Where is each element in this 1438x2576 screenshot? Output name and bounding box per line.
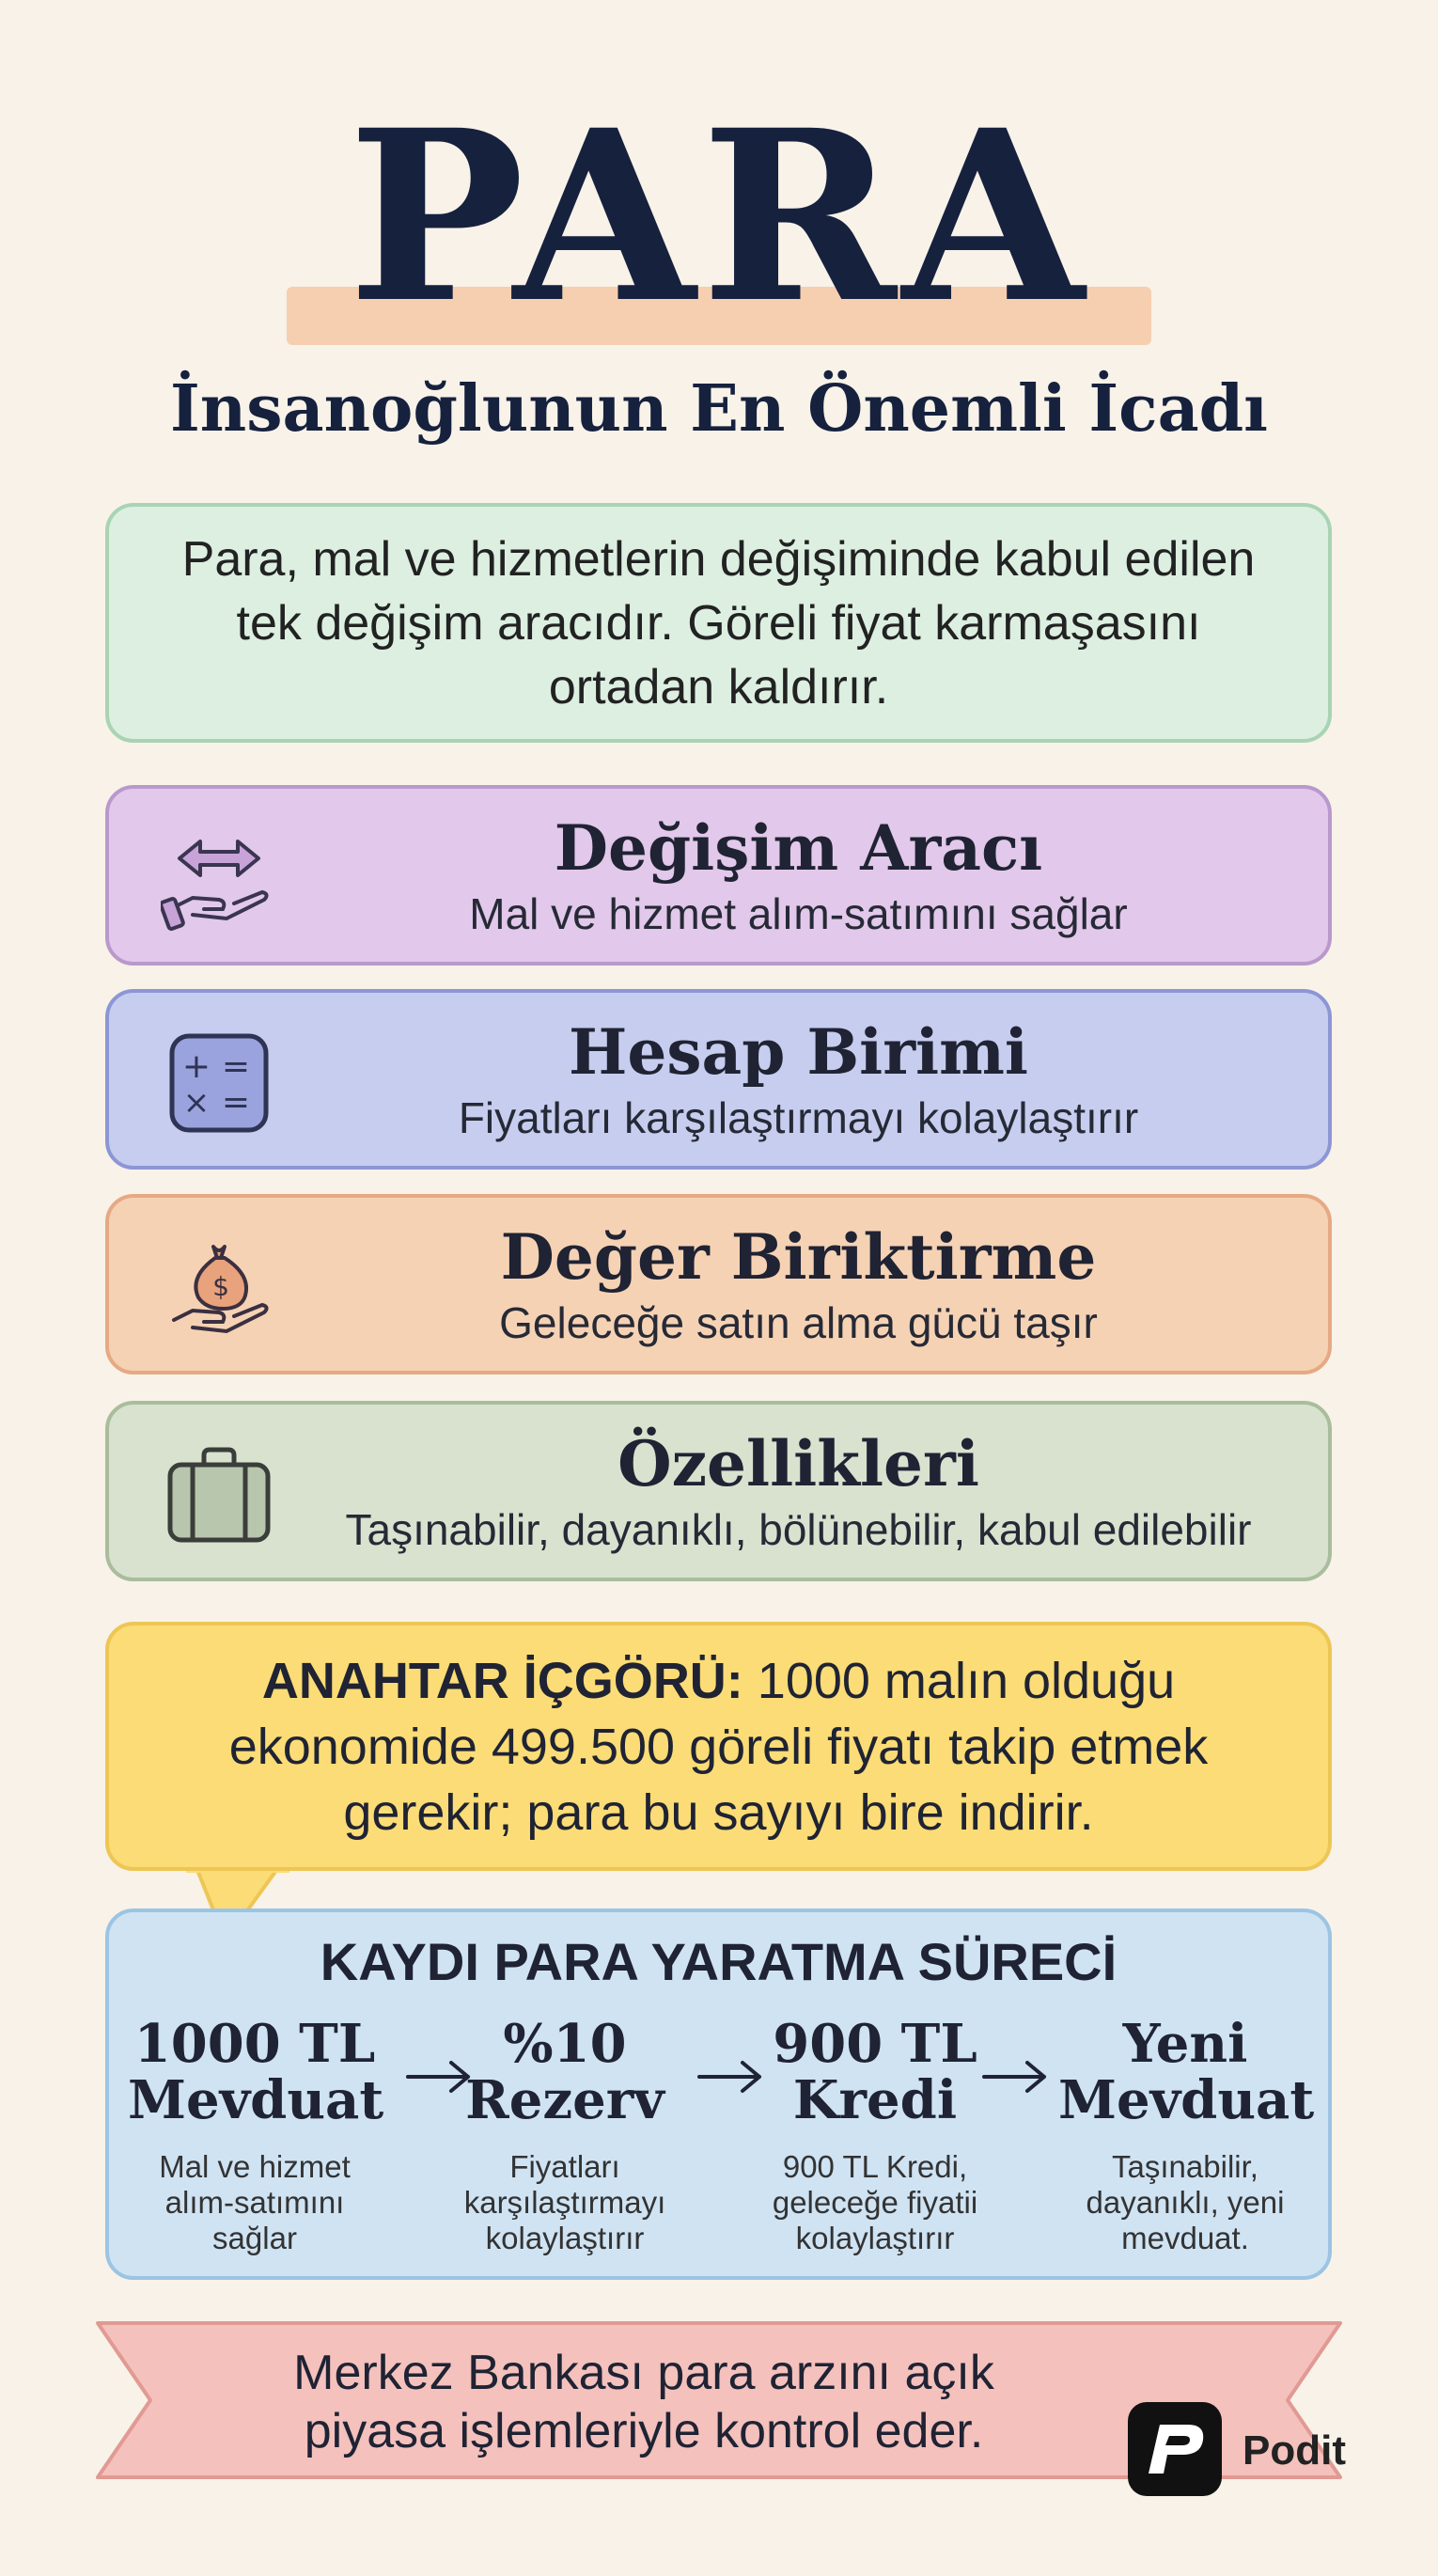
- step-heading-line1: 1000 TL: [133, 2013, 376, 2075]
- feature-description: Geleceğe satın alma gücü taşır: [499, 1298, 1098, 1347]
- step-heading-line1: 900 TL: [773, 2013, 977, 2075]
- step-description: Fiyatları karşılaştırmayı kolaylaştırır: [463, 2149, 666, 2255]
- step-description: Mal ve hizmet alım-satımını sağlar: [159, 2149, 351, 2255]
- arrow-right-icon: [978, 2053, 1054, 2100]
- brand-name: Podit: [1243, 2427, 1346, 2474]
- feature-text-store: [297, 1218, 1300, 1350]
- step-heading-line2: Kredi: [792, 2069, 958, 2131]
- svg-text:×: ×: [182, 1084, 211, 1122]
- step-heading-line1: %10: [503, 2013, 627, 2075]
- suitcase-icon: [161, 1437, 277, 1553]
- key-insight-label: ANAHTAR İÇGÖRÜ:: [261, 1652, 743, 1709]
- key-insight-card: [105, 1622, 1332, 1871]
- feature-description: Taşınabilir, dayanıklı, bölünebilir, kabul edilebilir: [345, 1505, 1252, 1554]
- svg-text:+: +: [181, 1047, 211, 1086]
- process-step-reserve: [438, 2013, 692, 2256]
- step-heading-line2: Rezerv: [465, 2069, 664, 2131]
- feature-text-properties: [297, 1425, 1300, 1557]
- process-step-credit: [748, 2013, 1002, 2256]
- svg-text:=: =: [221, 1047, 251, 1086]
- svg-text:$: $: [212, 1271, 229, 1302]
- feature-title: Hesap Birimi: [568, 1015, 1028, 1089]
- banner-text: Merkez Bankası para arzını açık piyasa işlemleriyle kontrol eder.: [293, 2346, 994, 2458]
- page-title: PARA: [348, 78, 1090, 354]
- calculator-icon: [161, 1025, 277, 1141]
- money-creation-process-card: [105, 1908, 1332, 2280]
- key-insight-body: 1000 malın olduğu ekonomide 499.500 göreli fiyatı takip etmek gerekir; para bu sayıyı bire indirir.: [228, 1652, 1209, 1841]
- feature-card-store: [105, 1194, 1332, 1374]
- intro-card: [105, 503, 1332, 743]
- step-heading-line1: Yeni: [1122, 2013, 1248, 2075]
- step-heading-line2: Mevduat: [128, 2069, 384, 2131]
- page-subtitle: İnsanoğlunun En Önemli İcadı: [169, 371, 1269, 447]
- feature-description: Fiyatları karşılaştırmayı kolaylaştırır: [458, 1093, 1139, 1142]
- brand-mark: [1128, 2402, 1372, 2496]
- feature-description: Mal ve hizmet alım-satımını sağlar: [469, 889, 1128, 938]
- feature-title: Özellikleri: [617, 1427, 979, 1500]
- process-step-deposit: [128, 2013, 384, 2256]
- feature-card-exchange: [105, 785, 1332, 966]
- step-description: 900 TL Kredi, geleceğe fiyatii kolaylaştırır: [772, 2149, 978, 2255]
- key-insight-text: [146, 1648, 1292, 1846]
- process-title: KAYDI PARA YARATMA SÜRECİ: [320, 1932, 1118, 1991]
- feature-text-exchange: [297, 809, 1300, 941]
- step-description: Taşınabilir, dayanıklı, yeni mevduat.: [1086, 2149, 1285, 2255]
- exchange-hand-icon: [161, 821, 277, 937]
- step-heading-line2: Mevduat: [1058, 2069, 1315, 2131]
- podit-logo-icon: [1128, 2402, 1222, 2496]
- process-step-new-deposit: [1058, 2013, 1315, 2256]
- feature-title: Değişim Aracı: [554, 811, 1043, 885]
- svg-text:=: =: [221, 1083, 251, 1122]
- feature-text-unit: [297, 1013, 1300, 1145]
- feature-card-properties: [105, 1401, 1332, 1581]
- feature-title: Değer Biriktirme: [500, 1220, 1097, 1294]
- money-bag-hand-icon: [161, 1230, 277, 1346]
- intro-text: Para, mal ve hizmetlerin değişiminde kabul edilen tek değişim aracıdır. Göreli fiyat karmaşasını ortadan kaldırır.: [181, 531, 1256, 715]
- feature-card-unit: [105, 989, 1332, 1170]
